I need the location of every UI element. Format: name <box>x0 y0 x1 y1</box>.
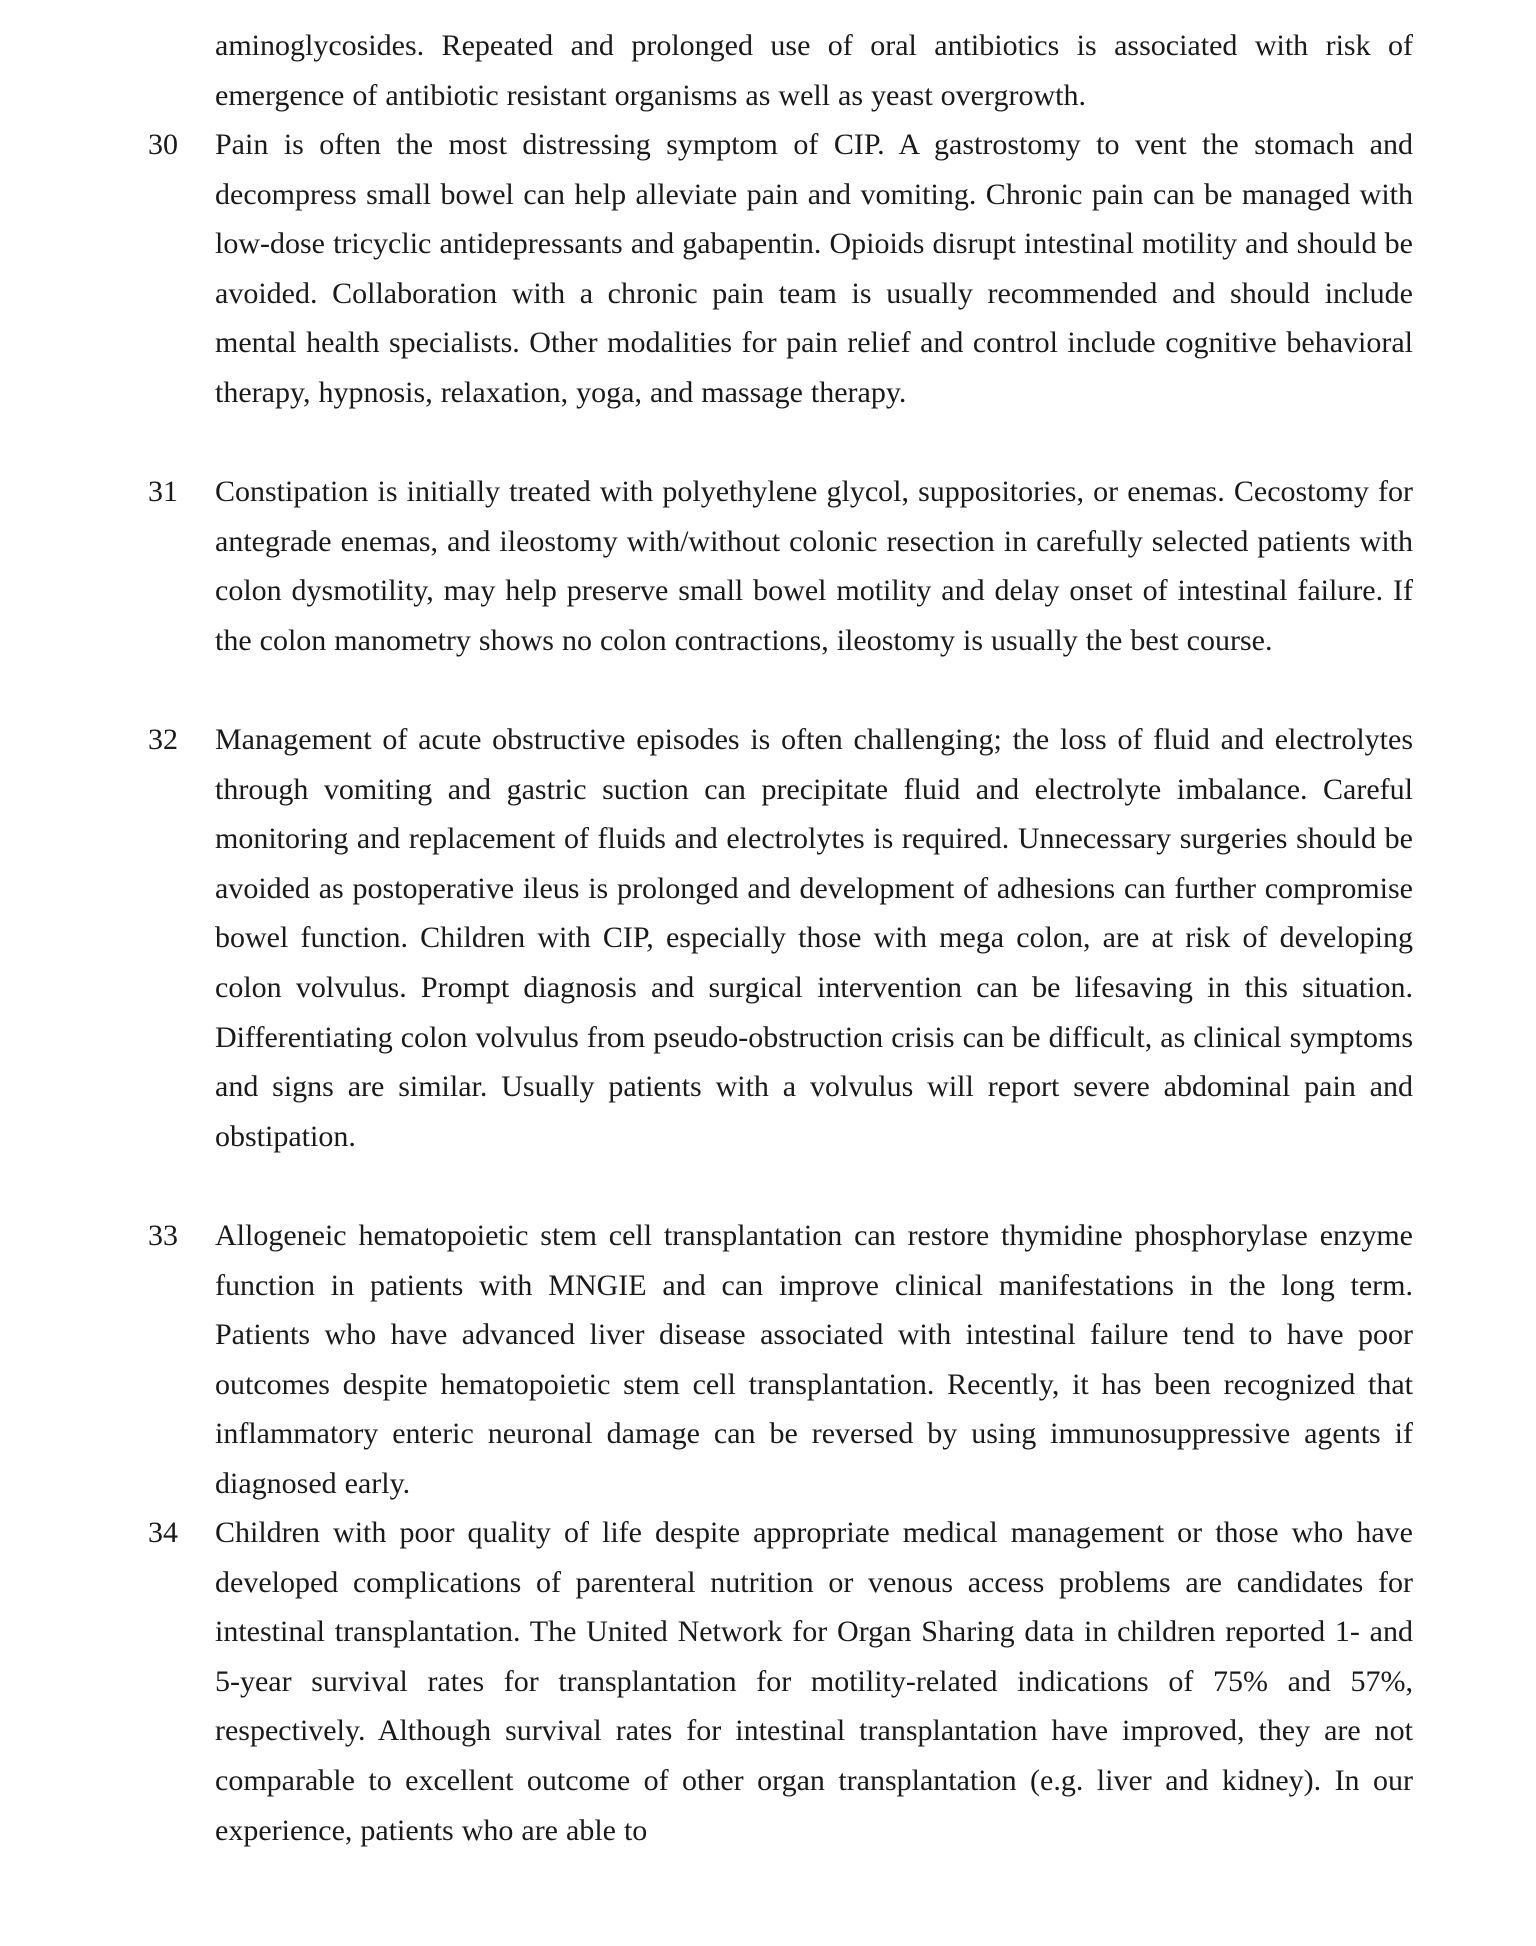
paragraph-number: 34 <box>148 1516 178 1549</box>
paragraph-text: aminoglycosides. Repeated and prolonged use of oral antibiotics is associated with risk of emergence of antibiotic resistant organisms as well as yeast overgrowth. <box>215 29 1413 112</box>
paragraph-number: 30 <box>148 128 178 161</box>
paragraph-text: Allogeneic hematopoietic stem cell transplantation can restore thymidine phosphorylase enzyme function in patients with MNGIE and can improve clinical manifestations in the long term. Patients who have advanced liver disease associated with intestinal failure tend to have poor outcomes despite hematopoietic stem cell transplantation. Recently, it has been recognized that inflammatory enteric neuronal damage can be reversed by using immunosuppressive agents if diagnosed early. <box>215 1219 1413 1500</box>
paragraph-text: Pain is often the most distressing symptom of CIP. A gastrostomy to vent the stomach and decompress small bowel can help alleviate pain and vomiting. Chronic pain can be managed with low-dose tricyclic antidepressants and gabapentin. Opioids disrupt intestinal motility and should be avoided. Collaboration with a chronic pain team is usually recommended and should include mental health specialists. Other modalities for pain relief and control include cognitive behavioral therapy, hypnosis, relaxation, yoga, and massage therapy. <box>215 128 1413 409</box>
paragraph-text: Constipation is initially treated with polyethylene glycol, suppositories, or enemas. Cecostomy for antegrade enemas, and ileostomy with/without colonic resection in carefully selected patients with colon dysmotility, may help preserve small bowel motility and delay onset of intestinal failure. If the colon manometry shows no colon contractions, ileostomy is usually the best course. <box>215 475 1413 657</box>
paragraph-text: Management of acute obstructive episodes is often challenging; the loss of fluid and electrolytes through vomiting and gastric suction can precipitate fluid and electrolyte imbalance. Careful monitoring and replacement of fluids and electrolytes is required. Unnecessary surgeries should be avoided as postoperative ileus is prolonged and development of adhesions can further compromise bowel function. Children with CIP, especially those with mega colon, are at risk of developing colon volvulus. Prompt diagnosis and surgical intervention can be lifesaving in this situation. Differentiating colon volvulus from pseudo-obstruction crisis can be difficult, as clinical symptoms and signs are similar. Usually patients with a volvulus will report severe abdominal pain and obstipation. <box>215 723 1413 1153</box>
paragraph-number: 31 <box>148 475 178 508</box>
paragraph-number: 32 <box>148 723 178 756</box>
paragraph-text: Children with poor quality of life despite appropriate medical management or those who have developed complications of parenteral nutrition or venous access problems are candidates for intestinal transplantation. The United Network for Organ Sharing data in children reported 1- and 5-year survival rates for transplantation for motility-related indications of 75% and 57%, respectively. Although survival rates for intestinal transplantation have improved, they are not comparable to excellent outcome of other organ transplantation (e.g. liver and kidney). In our experience, patients who are able to <box>215 1516 1413 1847</box>
paragraph-number: 33 <box>148 1219 178 1252</box>
